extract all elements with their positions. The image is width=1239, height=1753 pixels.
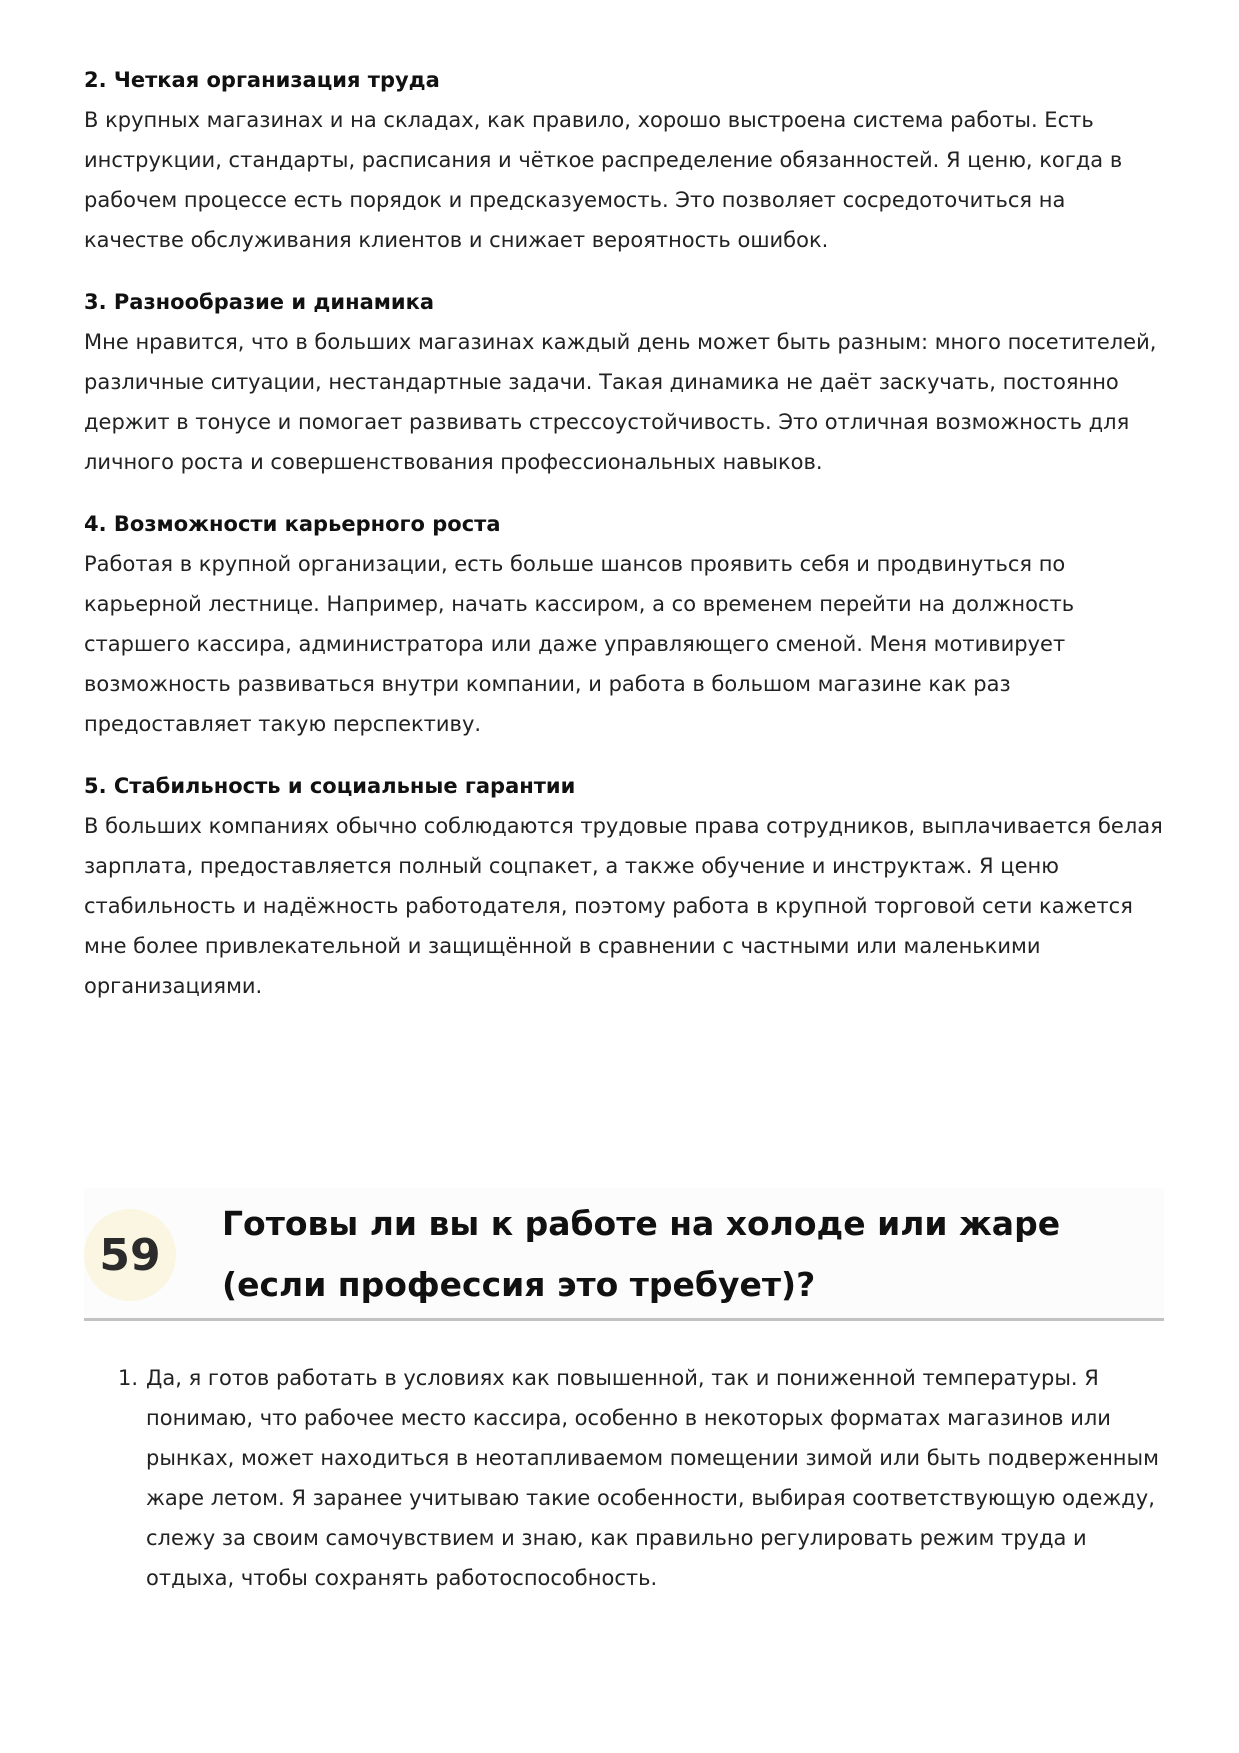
- answer-list: [84, 1358, 1164, 1598]
- section-body: Работая в крупной организации, есть больше шансов проявить себя и продвинуться по карьерной лестнице. Например, начать кассиром, а со временем перейти на должность старшего кассира, администратора или даже управляющего сменой. Меня мотивирует возможность развиваться внутри компании, и работа в большом магазине как раз предоставляет такую перспективу.: [84, 552, 1075, 736]
- section-body: В больших компаниях обычно соблюдаются трудовые права сотрудников, выплачивается белая зарплата, предоставляется полный соцпакет, а также обучение и инструктаж. Я ценю стабильность и надёжность работодателя, поэтому работа в крупной торговой сети кажется мне более привлекательной и защищённой в сравнении с частными или маленькими организациями.: [84, 814, 1163, 998]
- section-variety: [84, 282, 1164, 482]
- question-header: [84, 1188, 1164, 1321]
- section-title: 4. Возможности карьерного роста: [84, 512, 501, 536]
- section-title: 5. Стабильность и социальные гарантии: [84, 774, 576, 798]
- section-career: [84, 504, 1164, 744]
- section-stability: [84, 766, 1164, 1006]
- list-item: [84, 1358, 1164, 1598]
- question-block: [84, 1188, 1164, 1322]
- document-content: [84, 60, 1164, 1028]
- section-title: 3. Разнообразие и динамика: [84, 290, 435, 314]
- section-body: В крупных магазинах и на складах, как правило, хорошо выстроена система работы. Есть инструкции, стандарты, расписания и чёткое распределение обязанностей. Я ценю, когда в рабочем процессе есть порядок и предсказуемость. Это позволяет сосредоточиться на качестве обслуживания клиентов и снижает вероятность ошибок.: [84, 108, 1123, 252]
- question-title: Готовы ли вы к работе на холоде или жаре (если профессия это требует)?: [222, 1204, 1061, 1304]
- list-item-number: 1.: [118, 1366, 139, 1390]
- list-item-text: Да, я готов работать в условиях как повышенной, так и пониженной температуры. Я понимаю, что рабочее место кассира, особенно в некоторых форматах магазинов или рынках, может находиться в неотапливаемом помещении зимой или быть подверженным жаре летом. Я заранее учитываю такие особенности, выбирая соответствующую одежду, слежу за своим самочувствием и знаю, как правильно регулировать режим труда и отдыха, чтобы сохранять работоспособность.: [146, 1366, 1159, 1590]
- section-organization: [84, 60, 1164, 260]
- section-title: 2. Четкая организация труда: [84, 68, 440, 92]
- section-body: Мне нравится, что в больших магазинах каждый день может быть разным: много посетителей, различные ситуации, нестандартные задачи. Такая динамика не даёт заскучать, постоянно держит в тонусе и помогает развивать стрессоустойчивость. Это отличная возможность для личного роста и совершенствования профессиональных навыков.: [84, 330, 1157, 474]
- question-number-badge: 59: [84, 1209, 176, 1301]
